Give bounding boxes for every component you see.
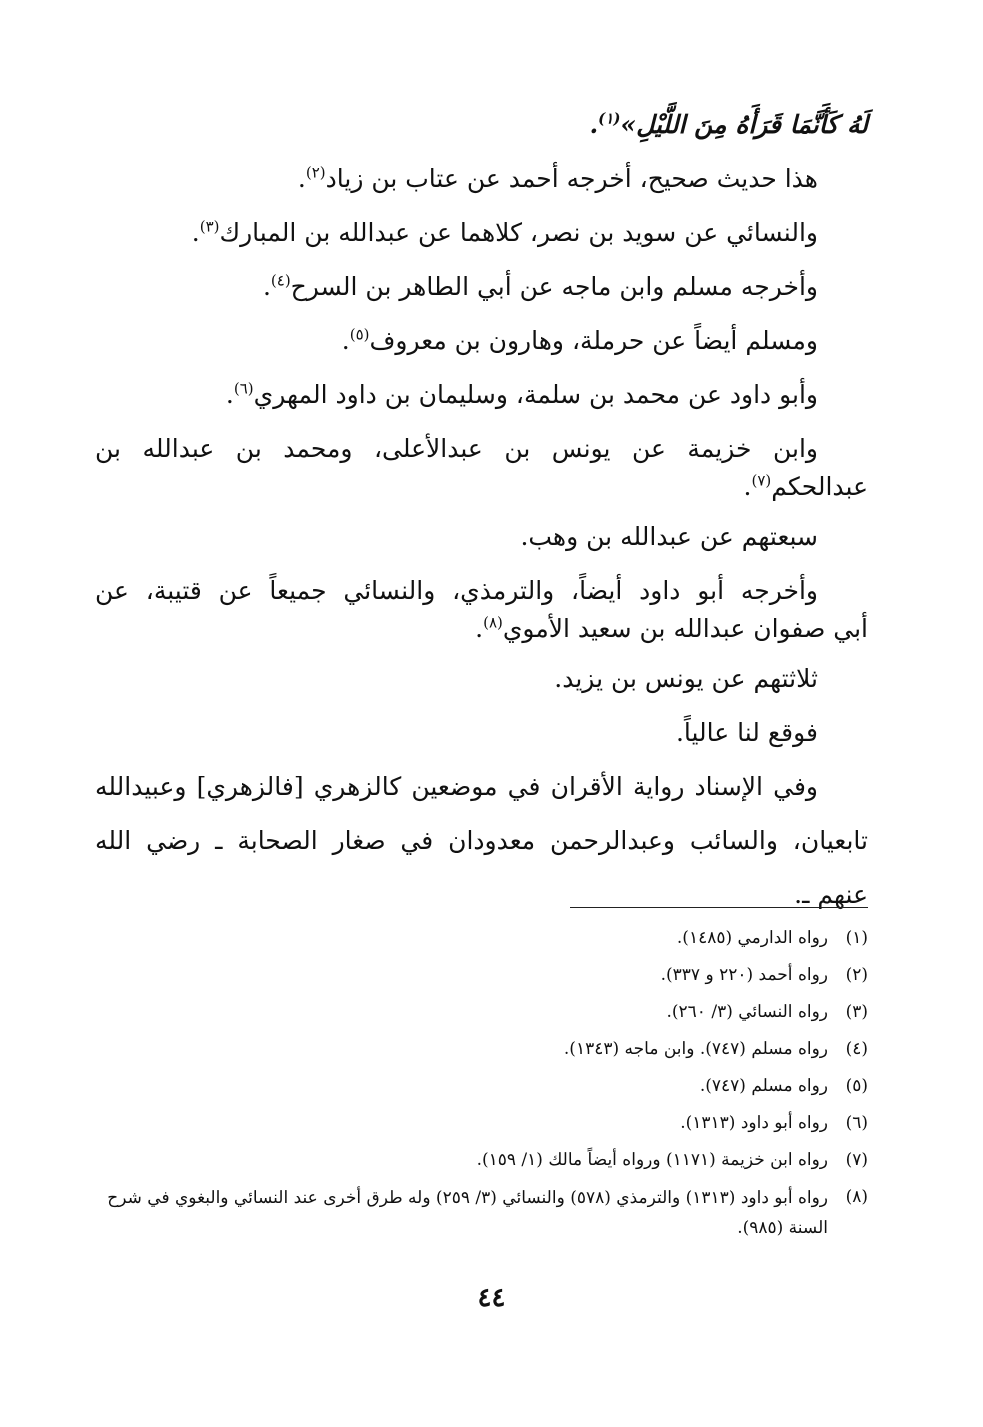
footnote-text: رواه أحمد (٢٢٠ و ٣٣٧).	[660, 965, 828, 985]
footnote-number: (٥)	[845, 1076, 868, 1096]
footnote-2	[105, 957, 868, 994]
footnote-4	[105, 1031, 868, 1068]
page-number: ٤٤	[477, 1283, 506, 1313]
footnote-number: (٢)	[845, 965, 868, 985]
footnote-5	[105, 1068, 868, 1105]
body-line-7: وابن خزيمة عن يونس بن عبدالأعلى، ومحمد بن عبدالله بن	[95, 434, 818, 463]
footnote-text: رواه أبو داود (١٣١٣) والترمذي (٥٧٨) والنسائي (٣/ ٢٥٩) وله طرق أخرى عند النسائي والبغوي في شرح السنة (٩٨٥).	[107, 1188, 828, 1238]
page-body	[95, 98, 868, 922]
body-line-12: ثلاثتهم عن يونس بن يزيد.	[554, 664, 818, 693]
body-line-15: تابعيان، والسائب وعبدالرحمن معدودان في صغار الصحابة ـ رضي الله	[95, 826, 868, 855]
footnote-text: رواه أبو داود (١٣١٣).	[680, 1113, 828, 1133]
footnote-text: رواه ابن خزيمة (١١٧١) ورواه أيضاً مالك (١/ ١٥٩).	[476, 1150, 828, 1170]
footnote-ref-4: (٤)	[270, 271, 291, 290]
footnote-ref-5: (٥)	[349, 325, 370, 344]
body-line-5: ومسلم أيضاً عن حرملة، وهارون بن معروف$^{(٥)}$.	[341, 325, 818, 355]
body-line-14: وفي الإسناد رواية الأقران في موضعين كالزهري [فالزهري] وعبيدالله	[95, 772, 818, 801]
footnote-text: رواه الدارمي (١٤٨٥).	[676, 928, 828, 948]
body-line-8: عبدالحكم$^{(٧)}$.	[743, 471, 868, 501]
body-line-4: وأخرجه مسلم وابن ماجه عن أبي الطاهر بن السرح$^{(٤)}$.	[262, 271, 818, 301]
footnote-number: (٦)	[845, 1113, 868, 1133]
body-line-6: وأبو داود عن محمد بن سلمة، وسليمان بن داود المهري$^{(٦)}$.	[225, 379, 818, 409]
footnote-number: (٤)	[845, 1039, 868, 1059]
footnote-7	[105, 1142, 868, 1179]
body-line-13: فوقع لنا عالياً.	[675, 718, 818, 747]
footnote-number: (٣)	[845, 1002, 868, 1022]
footnote-8	[105, 1179, 868, 1243]
footnote-ref-7: (٧)	[751, 471, 772, 490]
footnote-1	[105, 920, 868, 957]
body-line-10: وأخرجه أبو داود أيضاً، والترمذي، والنسائي جميعاً عن قتيبة، عن	[95, 576, 818, 605]
footnote-ref-2: (٢)	[305, 163, 326, 182]
body-line-11: أبي صفوان عبدالله بن سعيد الأموي$^{(٨)}$.	[475, 613, 868, 643]
body-line-16: عنهم ـ.	[794, 880, 868, 909]
footnote-ref-6: (٦)	[233, 379, 254, 398]
footnote-number: (٧)	[845, 1150, 868, 1170]
body-line-3: والنسائي عن سويد بن نصر، كلاهما عن عبدالله بن المبارك$^{(٣)}$.	[191, 217, 818, 247]
footnote-divider	[570, 907, 868, 908]
footnote-number: (١)	[845, 928, 868, 948]
footnote-text: رواه النسائي (٣/ ٢٦٠).	[666, 1002, 828, 1022]
footnote-ref-3: (٣)	[199, 217, 220, 236]
footnotes	[105, 920, 868, 1243]
footnote-text: رواه مسلم (٧٤٧). وابن ماجه (١٣٤٣).	[563, 1039, 828, 1059]
footnote-3	[105, 994, 868, 1031]
body-line-1: لَهُ كَأَنَّمَا قَرَأَهُ مِنَ اللَّيْلِ»$^{(١)}$.	[589, 109, 868, 139]
footnote-6	[105, 1105, 868, 1142]
body-line-2: هذا حديث صحيح، أخرجه أحمد عن عتاب بن زياد$^{(٢)}$.	[297, 163, 818, 193]
footnote-ref-8: (٨)	[483, 613, 503, 632]
body-line-9: سبعتهم عن عبدالله بن وهب.	[520, 522, 818, 551]
footnote-ref-1: (١)	[598, 109, 621, 128]
footnote-number: (٨)	[845, 1187, 868, 1207]
footnote-text: رواه مسلم (٧٤٧).	[699, 1076, 828, 1096]
